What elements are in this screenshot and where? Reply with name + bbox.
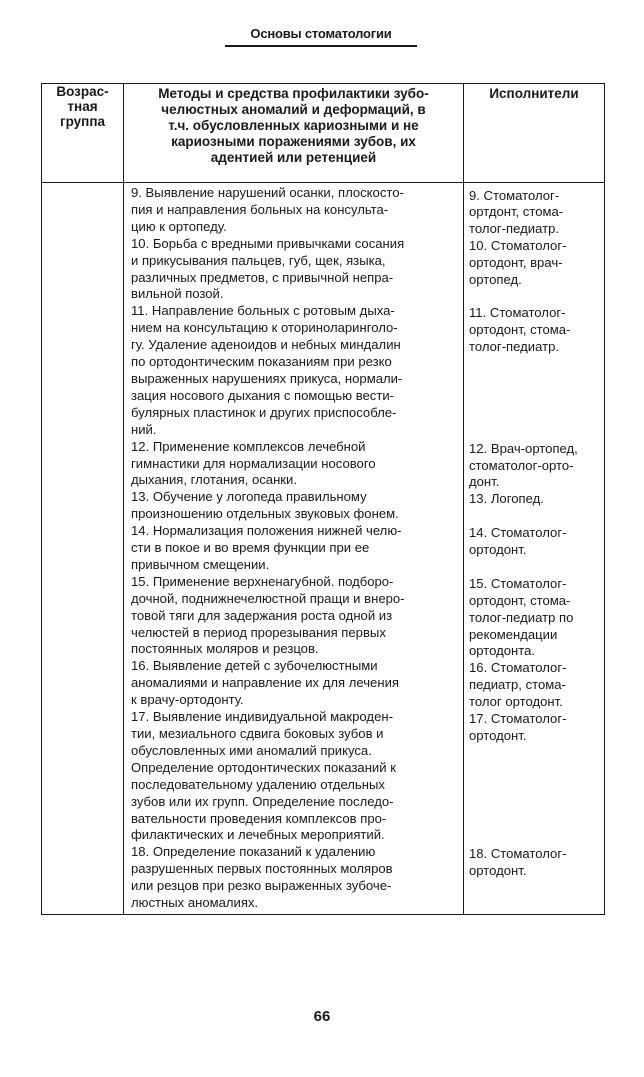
method-item <box>131 574 457 659</box>
text-line: 10. Стоматолог- <box>469 238 567 254</box>
text-line: 14. Стоматолог- <box>469 525 567 541</box>
header-age-group <box>42 84 124 183</box>
text-line: различных предметов, с привычной непра- <box>131 269 394 285</box>
text-line: аномалиями и направление их для лечения <box>131 675 399 691</box>
text-line: донт. <box>469 474 500 490</box>
text-line: разрушенных первых постоянных моляров <box>131 861 393 877</box>
text-line: товой тяги для задержания роста одной из <box>131 607 393 623</box>
methods-cell <box>124 183 464 915</box>
text-line: ортопед. <box>469 272 522 288</box>
text-line: 12. Применение комплексов лечебной <box>131 438 366 454</box>
text-line: гу. Удаление аденоидов и небных миндалин <box>131 337 401 353</box>
header-line: Возрас- <box>56 84 109 99</box>
text-line: толог ортодонт. <box>469 694 563 710</box>
text-line: и прикусывания пальцев, губ, щек, языка, <box>131 252 386 268</box>
text-line: к врачу-ортодонту. <box>131 692 244 708</box>
header-line: адентией или ретенцией <box>210 150 377 165</box>
text-line: дочной, поднижнечелюстной пращи и внеро- <box>131 590 405 606</box>
text-line: ортодонт. <box>469 863 527 879</box>
text-line: булярных пластинок и других приспособле- <box>131 404 397 420</box>
text-line: 15. Стоматолог- <box>469 575 567 591</box>
executor-item <box>469 491 600 508</box>
text-line: толог-педиатр. <box>469 339 559 355</box>
text-line: ортодонт. <box>469 728 527 743</box>
text-line: рекомендации <box>469 626 558 642</box>
text-line: 14. Нормализация положения нижней челю- <box>131 523 402 539</box>
text-line: выраженных нарушениях прикуса, нормали- <box>131 370 403 386</box>
text-line: привычном смещении. <box>131 556 270 572</box>
method-item <box>131 236 457 304</box>
header-line: челюстных аномалий и деформаций, в <box>161 102 426 117</box>
text-line: 11. Стоматолог- <box>469 305 566 321</box>
header-executors <box>464 84 605 183</box>
text-line: 18. Стоматолог- <box>469 846 567 862</box>
text-line: нием на консультацию к оториноларинголо- <box>131 320 398 336</box>
text-line: 17. Стоматолог- <box>469 711 567 727</box>
text-line: ортодонта. <box>469 643 536 659</box>
text-line: 9. Выявление нарушений осанки, плоскосто- <box>131 185 404 200</box>
text-line: обусловленных ими аномалий прикуса. <box>131 742 372 758</box>
executor-item <box>469 846 600 880</box>
text-line: 16. Выявление детей с зубочелюстными <box>131 658 378 674</box>
age-group-cell <box>42 183 124 915</box>
text-line: вательности проведения комплексов про- <box>131 810 387 826</box>
text-line: дыхания, глотания, осанки. <box>131 472 297 488</box>
header-line: кариозными поражениями зубов, их <box>171 134 416 149</box>
header-line: Исполнители <box>489 86 579 101</box>
executor-item <box>469 660 600 711</box>
method-item <box>131 185 457 236</box>
text-line: челюстей в период прорезывания первых <box>131 624 386 640</box>
method-item <box>131 709 457 844</box>
text-line: толог-педиатр по <box>469 609 574 625</box>
text-line: педиатр, стома- <box>469 677 566 693</box>
text-line: 10. Борьба с вредными привычками сосания <box>131 235 405 251</box>
header-methods <box>124 84 464 183</box>
text-line: ортодонт, стома- <box>469 322 571 338</box>
header-line: группа <box>59 114 105 129</box>
text-line: ортодонт, врач- <box>469 255 563 271</box>
text-line: стоматолог-орто- <box>469 457 574 473</box>
text-line: 11. Направление больных с ротовым дыха- <box>131 303 395 319</box>
text-line: 13. Обучение у логопеда правильному <box>131 489 367 505</box>
text-line: 9. Стоматолог- <box>469 187 560 203</box>
text-line: последовательному удалению отдельных <box>131 776 385 792</box>
text-line: цию к ортопеду. <box>131 218 227 234</box>
text-line: люстных аномалиях. <box>131 895 259 911</box>
executors-cell <box>464 183 605 915</box>
text-line: толог-педиатр. <box>469 221 559 237</box>
text-line: пия и направления больных на консульта- <box>131 201 389 217</box>
header-line: Методы и средства профилактики зубо- <box>158 86 429 101</box>
text-line: ортдонт, стома- <box>469 204 564 220</box>
text-line: сти в покое и во время функции при ее <box>131 540 370 556</box>
page-number: 66 <box>313 1008 331 1025</box>
executor-item <box>469 576 600 661</box>
text-line: тии, мезиального сдвига боковых зубов и <box>131 726 384 741</box>
method-item <box>131 523 457 574</box>
text-line: зубов или их групп. Определение последо- <box>131 793 394 809</box>
text-line: Определение ортодонтических показаний к <box>131 759 396 775</box>
text-line: 13. Логопед. <box>469 491 544 507</box>
executor-item <box>469 441 600 492</box>
executor-item <box>469 305 600 356</box>
method-item <box>131 658 457 709</box>
executor-item <box>469 188 600 239</box>
text-line: 16. Стоматолог- <box>469 660 567 676</box>
text-line: ний. <box>131 421 157 437</box>
method-item <box>131 303 457 438</box>
method-item <box>131 439 457 490</box>
running-head: Основы стоматологии <box>225 26 417 47</box>
text-line: филактических и лечебных мероприятий. <box>131 827 385 843</box>
text-line: по ортодонтическим показаниям при резко <box>131 354 392 370</box>
text-line: произношению отдельных звуковых фонем. <box>131 506 399 522</box>
text-line: ортодонт, стома- <box>469 592 571 608</box>
text-line: гимнастики для нормализации носового <box>131 455 376 471</box>
text-line: зация носового дыхания с помощью вести- <box>131 387 395 403</box>
executor-item <box>469 525 600 559</box>
executor-item <box>469 711 600 745</box>
text-line: вильной позой. <box>131 286 224 302</box>
executor-item <box>469 238 600 289</box>
method-item <box>131 844 457 912</box>
text-line: или резцов при резко выраженных зубоче- <box>131 878 392 894</box>
header-line: тная <box>67 99 98 114</box>
text-line: 17. Выявление индивидуальной макроден- <box>131 709 393 725</box>
method-item <box>131 489 457 523</box>
prevention-table <box>41 83 605 915</box>
table-header-row <box>42 84 605 183</box>
text-line: 12. Врач-ортопед, <box>469 440 578 456</box>
text-line: постоянных моляров и резцов. <box>131 641 319 657</box>
text-line: ортодонт. <box>469 542 527 558</box>
text-line: 18. Определение показаний к удалению <box>131 844 376 860</box>
text-line: 15. Применение верхненагубной. подборо- <box>131 573 394 589</box>
header-line: т.ч. обусловленных кариозными и не <box>168 118 419 133</box>
table-row <box>42 183 605 915</box>
